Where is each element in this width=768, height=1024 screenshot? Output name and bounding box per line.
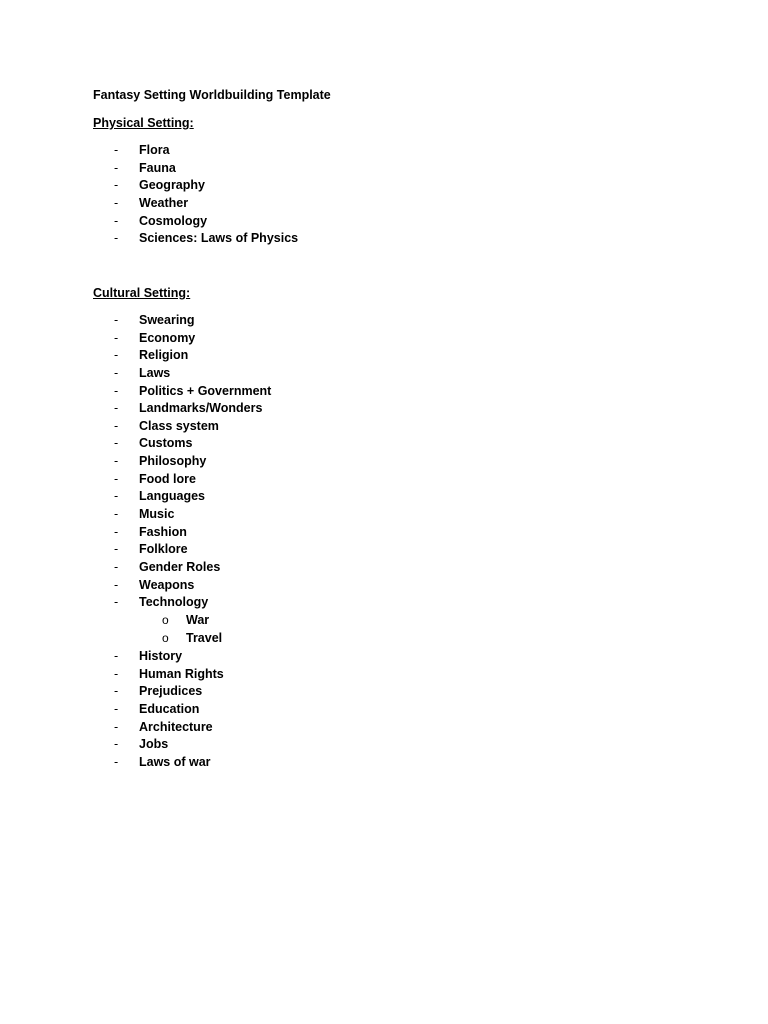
list-item-label: Weather xyxy=(139,195,189,210)
list-item-label: Jobs xyxy=(139,737,169,752)
dash-bullet-marker: - xyxy=(114,160,119,175)
list-item-label: Landmarks/Wonders xyxy=(139,401,263,416)
dash-bullet-marker: - xyxy=(114,684,119,699)
list-item-label: Religion xyxy=(139,348,189,363)
dash-bullet-marker: - xyxy=(114,383,119,398)
list-item-label: Technology xyxy=(139,595,209,610)
circle-bullet-marker: o xyxy=(162,630,169,645)
list-item-label: Travel xyxy=(186,630,223,645)
dash-bullet-marker: - xyxy=(114,542,119,557)
dash-bullet-marker: - xyxy=(114,666,119,681)
dash-bullet-marker: - xyxy=(114,507,119,522)
list-item-label: Customs xyxy=(139,436,193,451)
list-item-label: Fashion xyxy=(139,524,187,539)
list-item-label: Education xyxy=(139,701,200,716)
list-item-label: Politics + Government xyxy=(139,383,272,398)
list-item-label: Sciences: Laws of Physics xyxy=(139,231,299,246)
dash-bullet-marker: - xyxy=(114,524,119,539)
dash-bullet-marker: - xyxy=(114,401,119,416)
list-item-label: Architecture xyxy=(139,719,213,734)
dash-bullet-marker: - xyxy=(114,649,119,663)
physical-setting-heading: Physical Setting: xyxy=(93,116,194,130)
dash-bullet-marker: - xyxy=(114,231,119,246)
dash-bullet-marker: - xyxy=(114,471,119,486)
dash-bullet-marker: - xyxy=(114,719,119,734)
list-item-label: Economy xyxy=(139,330,196,345)
dash-bullet-marker: - xyxy=(114,559,119,574)
list-item-label: Fauna xyxy=(139,160,176,175)
list-item-label: Swearing xyxy=(139,313,195,327)
dash-bullet-marker: - xyxy=(114,418,119,433)
dash-bullet-marker: - xyxy=(114,754,119,769)
dash-bullet-marker: - xyxy=(114,454,119,469)
list-item-label: Food lore xyxy=(139,471,196,486)
document-title: Fantasy Setting Worldbuilding Template xyxy=(93,88,331,102)
dash-bullet-marker: - xyxy=(114,178,119,193)
cultural-setting-heading: Cultural Setting: xyxy=(93,286,191,300)
dash-bullet-marker: - xyxy=(114,143,119,157)
list-item-label: War xyxy=(186,613,210,627)
dash-bullet-marker: - xyxy=(114,701,119,716)
list-item-label: Flora xyxy=(139,143,170,157)
circle-bullet-marker: o xyxy=(162,613,169,627)
list-item-label: Laws of war xyxy=(139,754,211,769)
dash-bullet-marker: - xyxy=(114,348,119,363)
dash-bullet-marker: - xyxy=(114,313,119,327)
list-item-label: Weapons xyxy=(139,577,195,592)
list-item-label: History xyxy=(139,649,183,663)
dash-bullet-marker: - xyxy=(114,195,119,210)
dash-bullet-marker: - xyxy=(114,213,119,228)
list-item-label: Folklore xyxy=(139,542,188,557)
list-item-label: Gender Roles xyxy=(139,559,221,574)
list-item-label: Languages xyxy=(139,489,205,504)
dash-bullet-marker: - xyxy=(114,595,119,610)
list-item-label: Class system xyxy=(139,418,219,433)
list-item-label: Music xyxy=(139,507,175,522)
dash-bullet-marker: - xyxy=(114,577,119,592)
list-item-label: Laws xyxy=(139,365,171,380)
list-item-label: Philosophy xyxy=(139,454,207,469)
dash-bullet-marker: - xyxy=(114,436,119,451)
dash-bullet-marker: - xyxy=(114,365,119,380)
list-item-label: Human Rights xyxy=(139,666,224,681)
list-item-label: Prejudices xyxy=(139,684,203,699)
list-item-label: Cosmology xyxy=(139,213,208,228)
dash-bullet-marker: - xyxy=(114,737,119,752)
list-item-label: Geography xyxy=(139,178,205,193)
dash-bullet-marker: - xyxy=(114,489,119,504)
dash-bullet-marker: - xyxy=(114,330,119,345)
